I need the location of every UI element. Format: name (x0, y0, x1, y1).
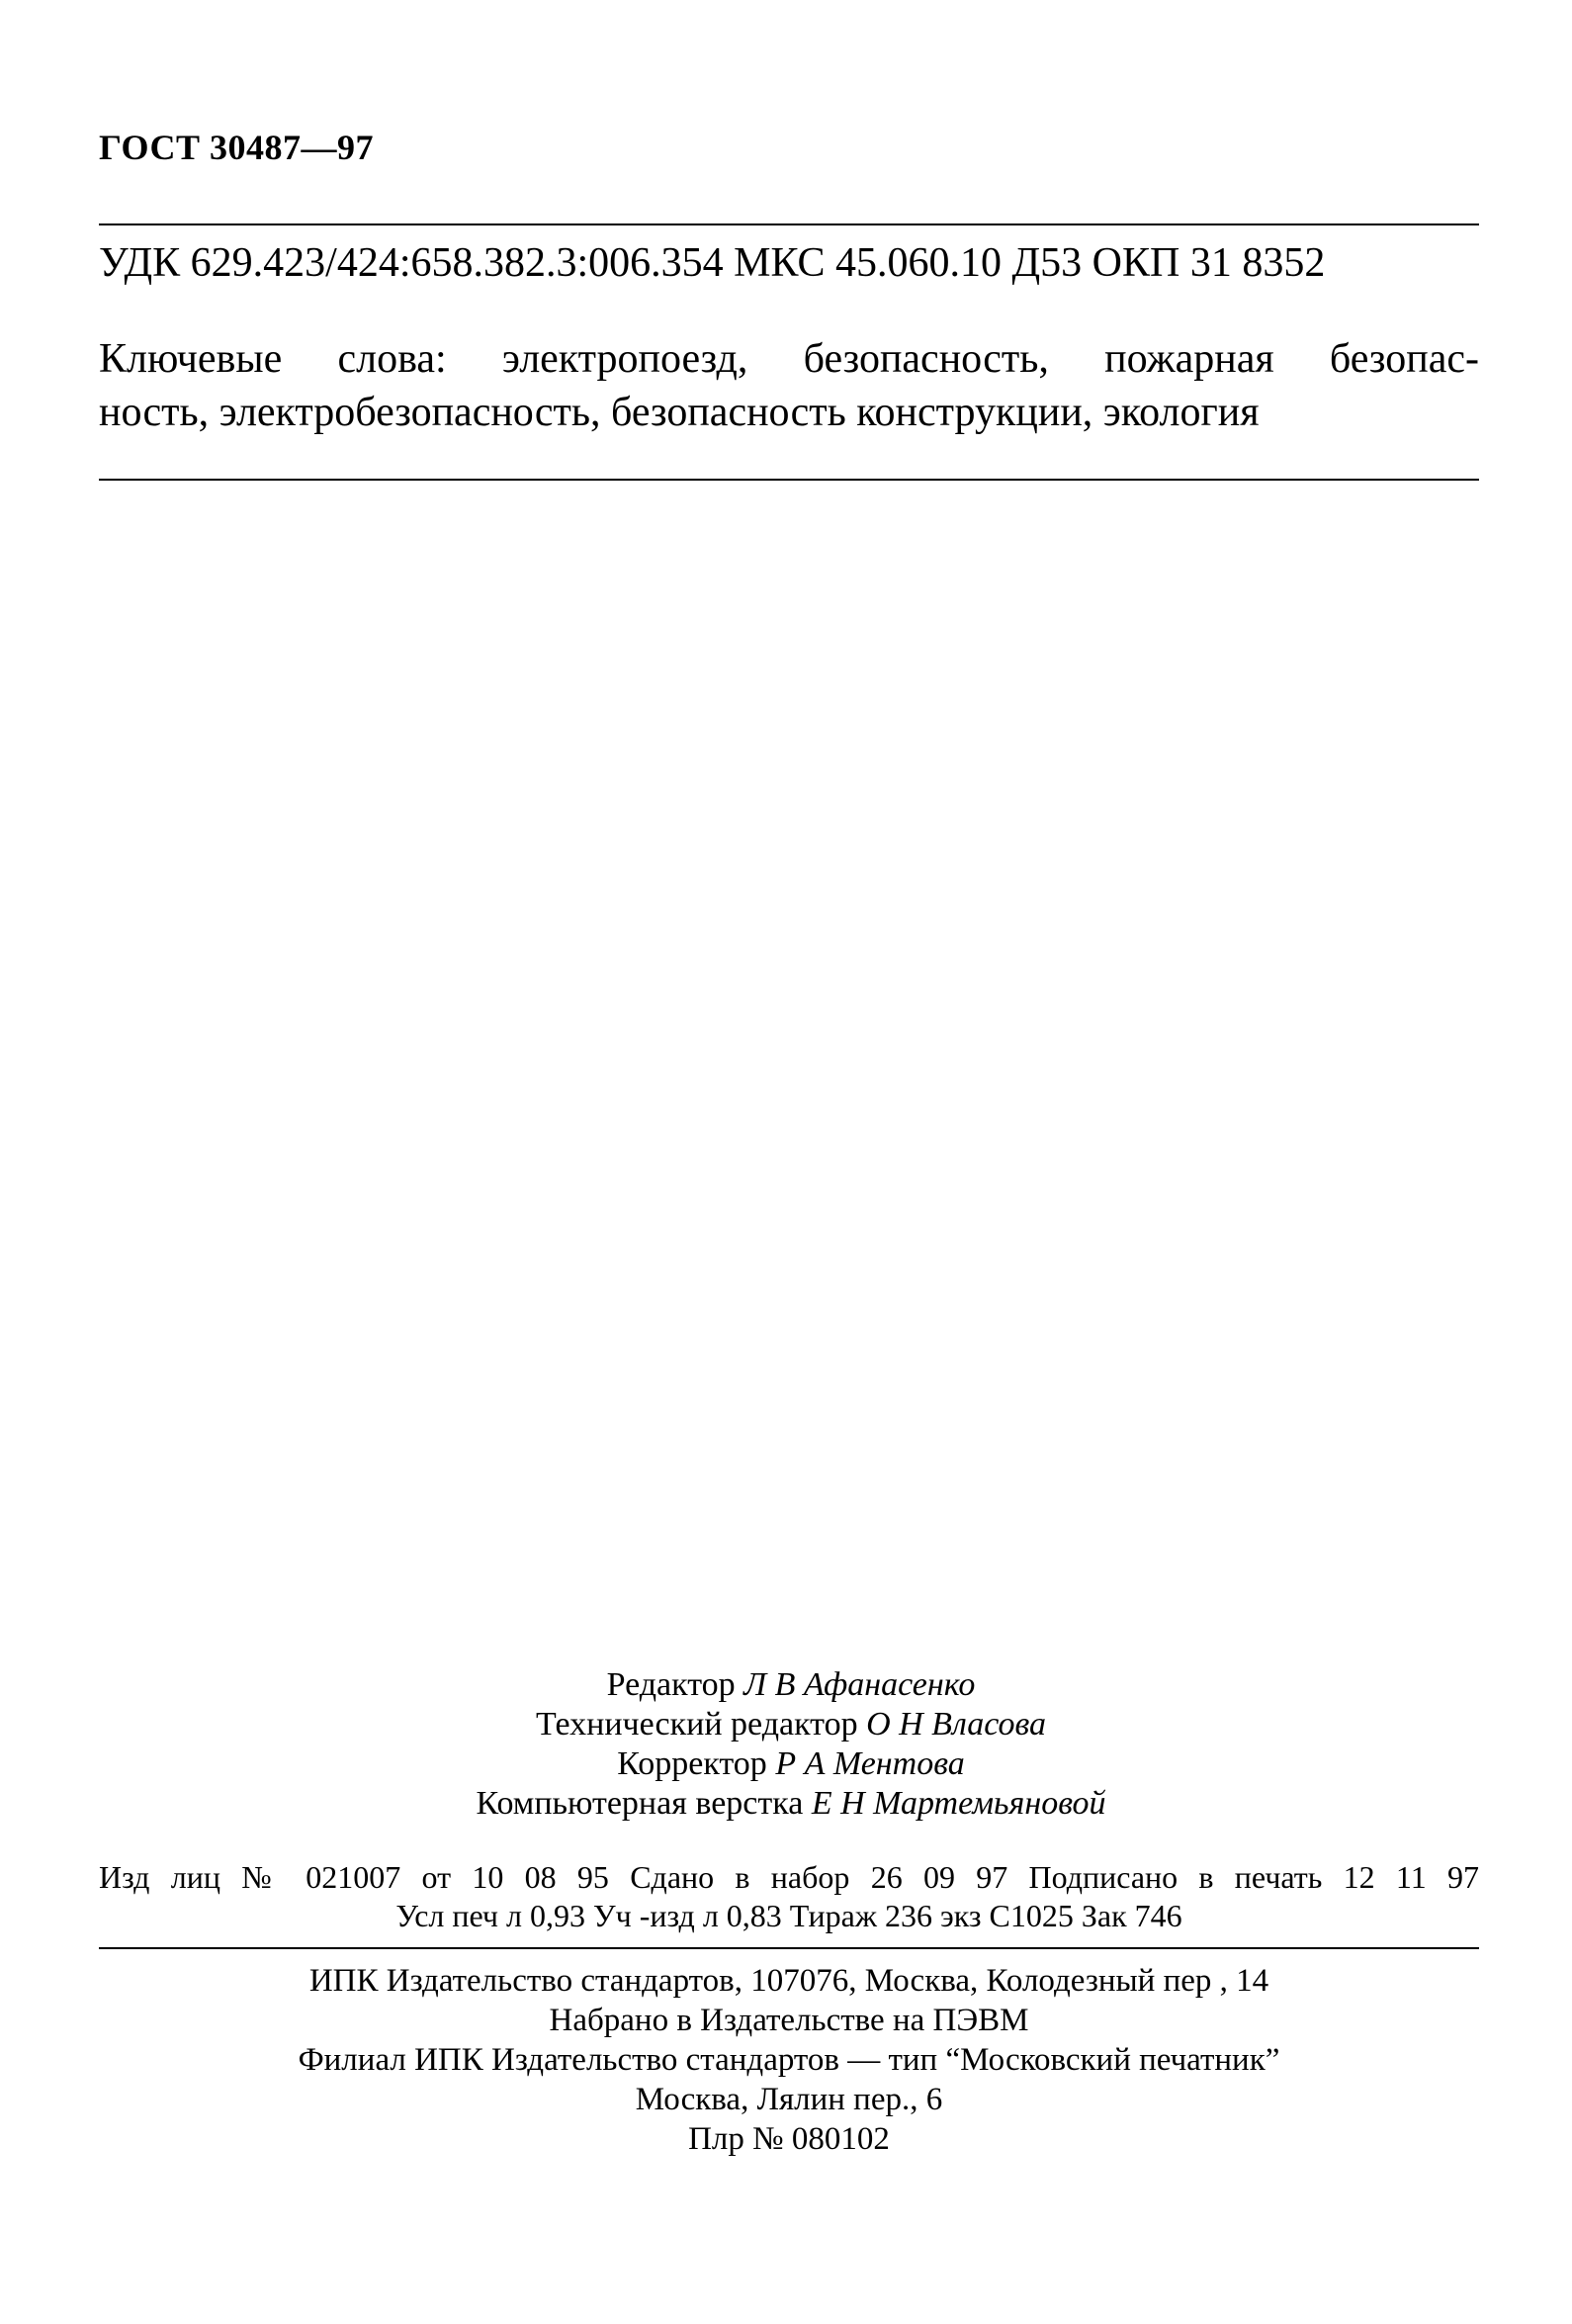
credit-role: Технический редактор (536, 1706, 858, 1743)
credit-role: Компьютерная верстка (476, 1785, 804, 1822)
credit-person: Р А Ментова (775, 1745, 965, 1782)
publication-info (99, 1858, 1479, 1935)
keywords-block (99, 332, 1479, 439)
printer-line: Филиал ИПК Издательство стандартов — тип “Московский печатник” (298, 2042, 1280, 2078)
credit-role: Редактор (606, 1666, 736, 1703)
credit-role: Корректор (617, 1745, 767, 1782)
keywords-line: Ключевые слова: электропоезд, безопасность, пожарная безопас- (99, 336, 1479, 382)
credit-person: О Н Власова (866, 1706, 1046, 1743)
credit-person: Л В Афанасенко (743, 1666, 976, 1703)
publication-line: Изд лиц № 021007 от 10 08 95 Сдано в набор 26 09 97 Подписано в печать 12 11 97 (99, 1859, 1479, 1895)
credit-person: Е Н Мартемьяновой (811, 1785, 1106, 1822)
document-code: ГОСТ 30487—97 (99, 128, 374, 167)
printer-info (99, 1961, 1479, 2159)
publication-line: Усл печ л 0,93 Уч -изд л 0,83 Тираж 236 экз С1025 Зак 746 (395, 1898, 1182, 1933)
credit-proofreader (297, 1744, 1285, 1784)
classification-codes: УДК 629.423/424:658.382.3:006.354 МКС 45.060.10 Д53 ОКП 31 8352 (99, 240, 1326, 286)
credits-block (297, 1665, 1285, 1824)
divider-publication (99, 1947, 1479, 1949)
credit-layout (297, 1784, 1285, 1824)
credit-editor (297, 1665, 1285, 1705)
credit-technical-editor (297, 1705, 1285, 1744)
printer-line: Плр № 080102 (688, 2121, 890, 2157)
printer-line: Москва, Лялин пер., 6 (635, 2082, 943, 2117)
divider-top (99, 223, 1479, 225)
printer-line: Набрано в Издательстве на ПЭВМ (549, 2003, 1029, 2038)
keywords-line: ность, электробезопасность, безопасность конструкции, экология (99, 390, 1260, 435)
divider-keywords (99, 479, 1479, 481)
printer-line: ИПК Издательство стандартов, 107076, Москва, Колодезный пер , 14 (308, 1963, 1269, 1999)
